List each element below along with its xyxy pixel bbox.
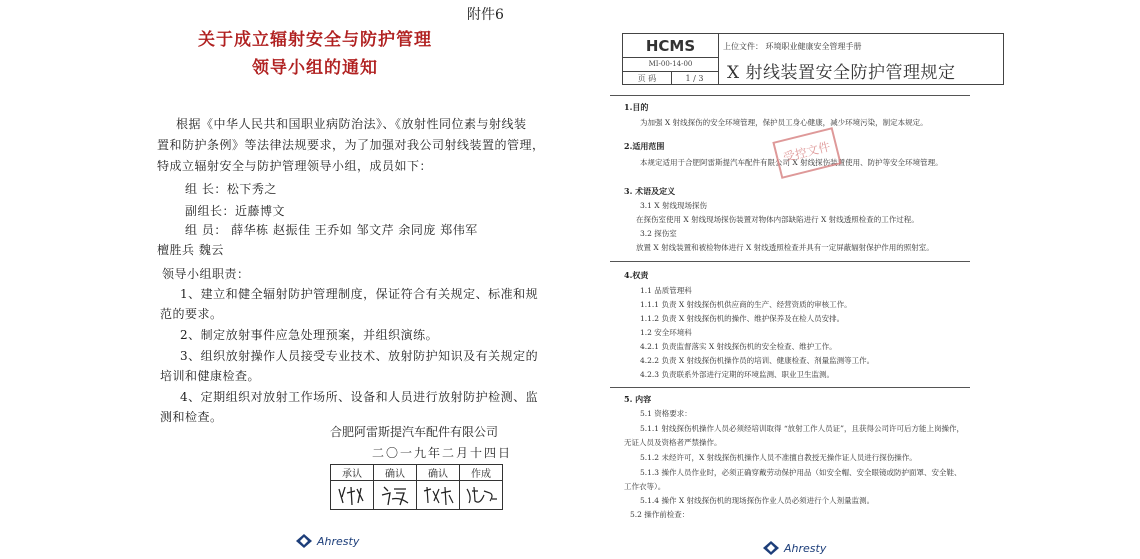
left-document-page xyxy=(0,0,560,559)
handwritten-signature xyxy=(378,483,412,507)
member-list: 组 员： 薛华栋 赵振佳 王乔如 邹文芹 余同庞 郑伟军 xyxy=(185,223,478,237)
section-line: 1.2 安全环境科 xyxy=(640,328,692,337)
section-line: 为加强 X 射线探伤的安全环境管理，保护员工身心健康，减少环境污染，制定本规定。 xyxy=(640,118,928,127)
page-label: 页 码 xyxy=(623,71,672,85)
regulation-title: X 射线装置安全防护管理规定 xyxy=(727,63,956,83)
member-list: 檀胜兵 魏云 xyxy=(157,243,224,257)
notice-title-line: 关于成立辐射安全与防护管理 xyxy=(198,30,432,50)
section-line: 5.1 资格要求： xyxy=(640,409,692,418)
section-line: 工作衣等）。 xyxy=(624,482,666,491)
attachment-label: 附件6 xyxy=(467,7,504,23)
section-line: 5.2 操作前检查： xyxy=(630,510,690,519)
divider xyxy=(610,387,970,388)
section-line: 本规定适用于合肥阿雷斯提汽车配件有限公司 X 射线探伤装置使用、防护等安全环境管理。 xyxy=(640,158,943,167)
duties-header: 领导小组职责： xyxy=(162,267,250,281)
controlled-document-stamp: 受控文件 xyxy=(772,127,841,179)
intro-line: 置和防护条例》等法律法规要求，为了加强对我公司射线装置的管理， xyxy=(157,138,545,152)
document-number: MI-00-14-00 xyxy=(623,57,719,71)
duty-line: 1、建立和健全辐射防护管理制度，保证符合有关规定、标准和规 xyxy=(180,287,539,301)
ahresty-logo-icon xyxy=(763,541,779,555)
duty-line: 2、制定放射事件应急处理预案，并组织演练。 xyxy=(180,328,439,342)
intro-line: 根据《中华人民共和国职业病防治法》、《放射性同位素与射线装 xyxy=(176,117,527,131)
duty-line: 4、定期组织对放射工作场所、设备和人员进行放射防护检测、监 xyxy=(180,390,539,404)
section-heading: 1.目的 xyxy=(624,102,649,112)
section-line: 5.1.2 未经许可，X 射线探伤机操作人员不准擅自教授无操作证人员进行探伤操作。 xyxy=(640,453,917,462)
sign-header: 确认 xyxy=(417,465,460,481)
handwritten-signature xyxy=(335,483,369,507)
divider xyxy=(610,261,970,262)
section-heading: 2.适用范围 xyxy=(624,141,665,151)
handwritten-signature xyxy=(464,483,498,507)
ahresty-logo xyxy=(763,541,826,555)
signature-cell xyxy=(374,481,417,510)
approval-signature-table xyxy=(330,464,503,510)
member-leader: 组 长：松下秀之 xyxy=(185,182,277,196)
section-line: 3.2 探伤室 xyxy=(640,229,677,238)
duty-line: 培训和健康检查。 xyxy=(160,369,261,383)
section-line: 无证人员及资格者严禁操作。 xyxy=(624,438,722,447)
company-name: 合肥阿雷斯提汽车配件有限公司 xyxy=(330,425,499,439)
ahresty-logo xyxy=(296,534,359,548)
signature-cell xyxy=(331,481,374,510)
sign-header: 承认 xyxy=(331,465,374,481)
section-heading: 4.权责 xyxy=(624,270,649,280)
upper-document: 上位文件： 环境职业健康安全管理手册 xyxy=(723,42,862,51)
section-line: 3.1 X 射线现场探伤 xyxy=(640,201,708,210)
divider xyxy=(610,95,970,96)
section-line: 1.1.2 负责 X 射线探伤机的操作、维护保养及在检人员安排。 xyxy=(640,314,845,323)
section-line: 4.2.1 负责监督落实 X 射线探伤机的安全检查、维护工作。 xyxy=(640,342,837,351)
ahresty-logo-icon xyxy=(296,534,312,548)
section-line: 5.1.4 操作 X 射线探伤机的现场探伤作业人员必须进行个人剂量监测。 xyxy=(640,496,875,505)
member-deputy: 副组长：近藤博文 xyxy=(185,204,286,218)
sign-header: 确认 xyxy=(374,465,417,481)
right-document-page xyxy=(580,0,1140,559)
system-name: HCMS xyxy=(623,34,719,57)
section-line: 在探伤室使用 X 射线现场探伤装置对物体内部缺陷进行 X 射线透照检查的工作过程。 xyxy=(636,215,919,224)
duty-line: 3、组织放射操作人员接受专业技术、放射防护知识及有关规定的 xyxy=(180,349,539,363)
signature-cell xyxy=(460,481,503,510)
notice-title xyxy=(150,26,480,82)
notice-title-line: 领导小组的通知 xyxy=(252,58,378,78)
section-line: 5.1.3 操作人员作业时，必须正确穿戴劳动保护用品（如安全帽、安全眼镜或防护面罩、安全鞋、 xyxy=(640,468,962,477)
section-line: 1.1.1 负责 X 射线探伤机供应商的生产、经营资质的审核工作。 xyxy=(640,300,852,309)
logo-text: Ahresty xyxy=(317,534,360,548)
duty-line: 测和检查。 xyxy=(160,410,223,424)
section-line: 1.1 品质管理科 xyxy=(640,286,692,295)
section-line: 4.2.2 负责 X 射线探伤机操作员的培训、健康检查、剂量监测等工作。 xyxy=(640,356,875,365)
logo-text: Ahresty xyxy=(784,541,827,555)
section-line: 4.2.3 负责联系外部进行定期的环境监测、职业卫生监测。 xyxy=(640,370,834,379)
section-heading: 5. 内容 xyxy=(624,394,652,404)
section-heading: 3. 术语及定义 xyxy=(624,186,676,196)
section-line: 放置 X 射线装置和被检物体进行 X 射线透照检查并具有一定屏蔽辐射保护作用的照射室。 xyxy=(636,243,934,252)
section-line: 5.1.1 射线探伤机操作人员必须经培训取得 “放射工作人员证”，且获得公司许可后方能上岗操作， xyxy=(640,424,965,433)
issue-date: 二〇一九年二月十四日 xyxy=(372,446,513,460)
signature-cell xyxy=(417,481,460,510)
document-header-table xyxy=(622,33,1004,85)
page-number: 1 / 3 xyxy=(671,71,719,85)
sign-header: 作成 xyxy=(460,465,503,481)
duty-line: 范的要求。 xyxy=(160,307,223,321)
handwritten-signature xyxy=(421,483,455,507)
intro-line: 特成立辐射安全与防护管理领导小组，成员如下： xyxy=(157,159,433,173)
